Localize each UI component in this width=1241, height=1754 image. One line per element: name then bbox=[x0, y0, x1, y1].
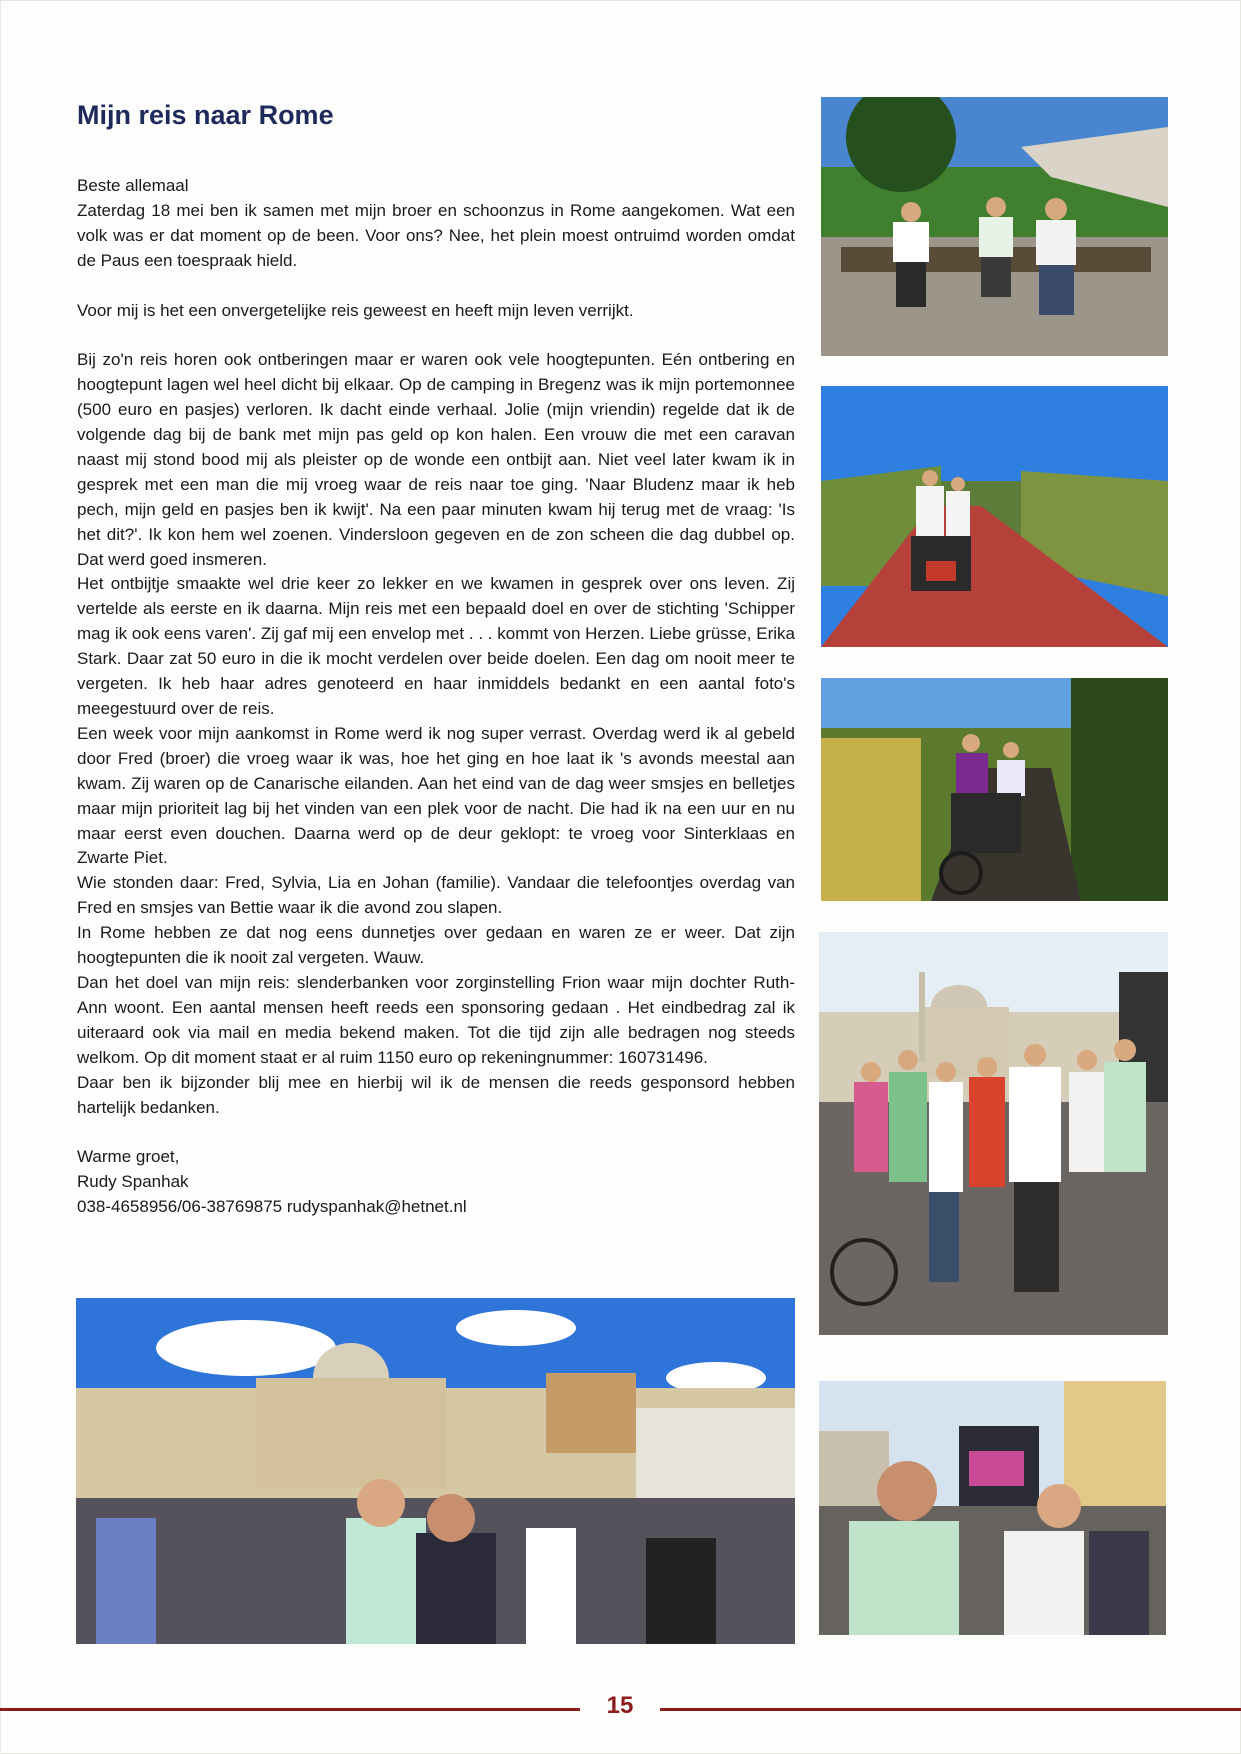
footer-rule-right bbox=[660, 1708, 1241, 1711]
article-paragraph: Een week voor mijn aankomst in Rome werd ik nog super verrast. Overdag werd ik al gebeld door Fred (broer) die vroeg waar ik was, hoe het ging en hoe laat ik 's avonds meestal aan kwam. Zij waren op de Canarische eilanden. Aan het eind van de dag weer smsjes en belletjes maar mijn prioriteit lag bij het vinden van een plek voor de nacht. Die had ik na een uur en nu maar eerst even douchen. Daarna werd op de deur geklopt: te vroeg voor Sinterklaas en Zwarte Piet. bbox=[77, 723, 795, 868]
tandem-bike-street-photo bbox=[821, 678, 1168, 901]
st-peters-basilica-crowd-photo bbox=[76, 1298, 795, 1644]
paragraph-spacer bbox=[77, 1120, 795, 1145]
article-paragraph: Bij zo'n reis horen ook ontberingen maar er waren ook vele hoogtepunten. Eén ontbering en hoogtepunt lagen wel heel dicht bij elkaar. Op de camping in Bregenz was ik mijn portemonnee (500 euro en pasjes) verloren. Ik dacht einde verhaal. Jolie (mijn vriendin) regelde dat ik de volgende dag bij de bank met mijn pas geld op kon halen. Een vrouw die met een caravan naast mij stond bood mij als pleister op de wonde een ontbijt aan. Niet veel later kwam ik in gesprek met een man die mij vroeg waar de reis naar toe ging. 'Naar Bludenz maar ik heb pech, mijn geld en pasjes ben ik kwijt'. Na een paar minuten kwam hij terug met de vraag: 'Is het dit?'. Ik kon hem wel zoenen. Vindersloon gegeven en de zon scheen die dag dubbel op. Dat werd goed insmeren. bbox=[77, 350, 795, 569]
park-bench-group-photo bbox=[821, 97, 1168, 356]
author-name: Rudy Spanhak bbox=[77, 1172, 189, 1192]
footer-rule-left bbox=[0, 1708, 580, 1711]
article-paragraph: Daar ben ik bijzonder blij mee en hierbij wil ik de mensen die reeds gesponsord hebben hartelijk bedanken. bbox=[77, 1072, 795, 1117]
article-paragraph: Zaterdag 18 mei ben ik samen met mijn broer en schoonzus in Rome aangekomen. Wat een volk was er dat moment op de been. Voor ons? Nee, het plein moest ontruimd worden omdat de Paus een toespraak hield. bbox=[77, 200, 795, 270]
article-paragraph: Dan het doel van mijn reis: slenderbanken voor zorginstelling Frion waar mijn dochter Ruth-Ann woont. Een aantal mensen heeft reeds een sponsoring gedaan . Het eindbedrag zal ik uiteraard ook via mail en media bekend maken. Tot die tijd zijn alle bedragen nog steeds welkom. Op dit moment staat er al ruim 1150 euro op rekeningnummer: 160731496. bbox=[77, 972, 795, 1067]
rome-street-crowd-photo bbox=[819, 1381, 1166, 1635]
article-paragraph: Voor mij is het een onvergetelijke reis geweest en heeft mijn leven verrijkt. bbox=[77, 300, 634, 320]
closing: Warme groet, bbox=[77, 1147, 180, 1167]
page-number: 15 bbox=[606, 1692, 634, 1719]
article-paragraph: In Rome hebben ze dat nog eens dunnetjes over gedaan en waren ze er weer. Dat zijn hoogtepunten die ik nooit zal vergeten. Wauw. bbox=[77, 923, 795, 968]
article-paragraph: Wie stonden daar: Fred, Sylvia, Lia en Johan (familie). Vandaar die telefoontjes overdag van Fred en smsjes van Bettie waar ik die avond zou slapen. bbox=[77, 873, 795, 918]
paragraph-spacer bbox=[77, 274, 795, 299]
paragraph-spacer bbox=[77, 323, 795, 348]
st-peters-square-group-photo bbox=[819, 932, 1168, 1335]
cycling-path-photo bbox=[821, 386, 1168, 647]
greeting: Beste allemaal bbox=[77, 176, 189, 195]
page-title: Mijn reis naar Rome bbox=[77, 100, 334, 130]
article-paragraph: Het ontbijtje smaakte wel drie keer zo lekker en we kwamen in gesprek over ons leven. Zij vertelde als eerste en ik daarna. Mijn reis met een bepaald doel en over de stichting 'Schipper mag ik ook eens varen'. Zij gaf mij een envelop met . . . kommt von Herzen. Liebe grüsse, Erika Stark. Daar zat 50 euro in die ik mocht verdelen over beide doelen. Een dag om nooit meer te vergeten. Ik heb haar adres genoteerd en haar inmiddels bedankt en een aantal foto's meegestuurd over de reis. bbox=[77, 574, 795, 718]
article-body bbox=[77, 174, 795, 1220]
contact-info: 038-4658956/06-38769875 rudyspanhak@hetnet.nl bbox=[77, 1197, 467, 1217]
